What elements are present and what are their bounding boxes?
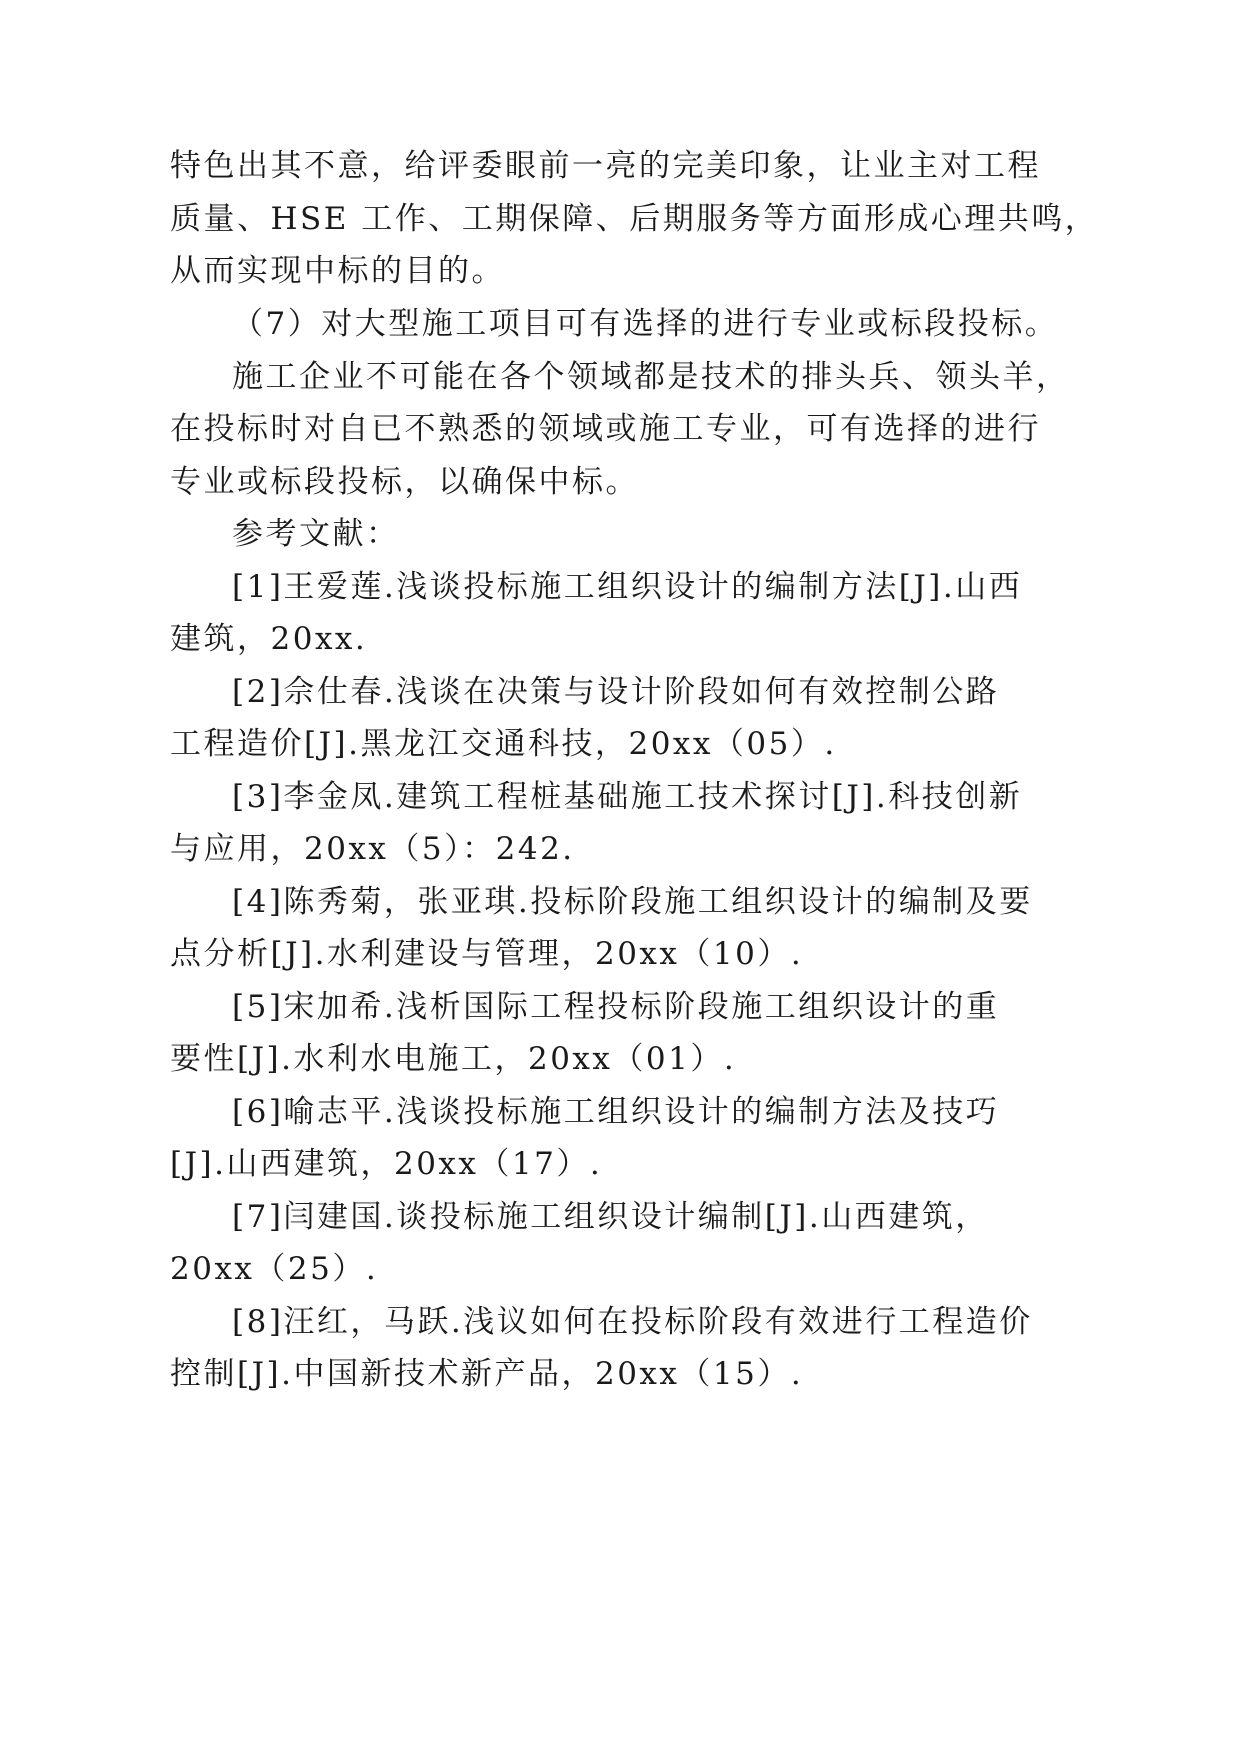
reference-item-2-cont: 工程造价[J].黑龙江交通科技，20xx（05）. xyxy=(170,726,837,762)
reference-item-8: [8]汪红，马跃.浅议如何在投标阶段有效进行工程造价 xyxy=(232,1304,1033,1340)
paragraph-line: 专业或标段投标，以确保中标。 xyxy=(170,464,639,500)
reference-item-5-cont: 要性[J].水利水电施工，20xx（01）. xyxy=(170,1041,737,1077)
references-title: 参考文献： xyxy=(232,516,400,552)
reference-item-3: [3]李金凤.建筑工程桩基础施工技术探讨[J].科技创新 xyxy=(232,779,1023,815)
reference-item-1: [1]王爱莲.浅谈投标施工组织设计的编制方法[J].山西 xyxy=(232,569,1023,605)
section-heading-7: （7）对大型施工项目可有选择的进行专业或标段投标。 xyxy=(232,306,1059,342)
paragraph-line: 施工企业不可能在各个领域都是技术的排头兵、领头羊， xyxy=(232,359,1070,395)
paragraph-line: 质量、HSE 工作、工期保障、后期服务等方面形成心理共鸣， xyxy=(170,201,1099,237)
reference-item-6-cont: [J].山西建筑，20xx（17）. xyxy=(170,1146,603,1182)
reference-item-2: [2]佘仕春.浅谈在决策与设计阶段如何有效控制公路 xyxy=(232,674,1000,710)
paragraph-line: 特色出其不意，给评委眼前一亮的完美印象，让业主对工程 xyxy=(170,148,1041,184)
reference-item-5: [5]宋加希.浅析国际工程投标阶段施工组织设计的重 xyxy=(232,989,1000,1025)
reference-item-8-cont: 控制[J].中国新技术新产品，20xx（15）. xyxy=(170,1356,804,1392)
paragraph-line: 在投标时对自已不熟悉的领域或施工专业，可有选择的进行 xyxy=(170,411,1041,447)
reference-item-4: [4]陈秀菊，张亚琪.投标阶段施工组织设计的编制及要 xyxy=(232,884,1033,920)
reference-item-7-cont: 20xx（25）. xyxy=(170,1251,379,1287)
reference-item-3-cont: 与应用，20xx（5）：242. xyxy=(170,831,575,867)
reference-item-6: [6]喻志平.浅谈投标施工组织设计的编制方法及技巧 xyxy=(232,1094,1000,1130)
paragraph-line: 从而实现中标的目的。 xyxy=(170,253,505,289)
reference-item-7: [7]闫建国.谈投标施工组织设计编制[J].山西建筑， xyxy=(232,1199,989,1235)
reference-item-4-cont: 点分析[J].水利建设与管理，20xx（10）. xyxy=(170,936,804,972)
reference-item-1-cont: 建筑，20xx. xyxy=(170,621,368,657)
